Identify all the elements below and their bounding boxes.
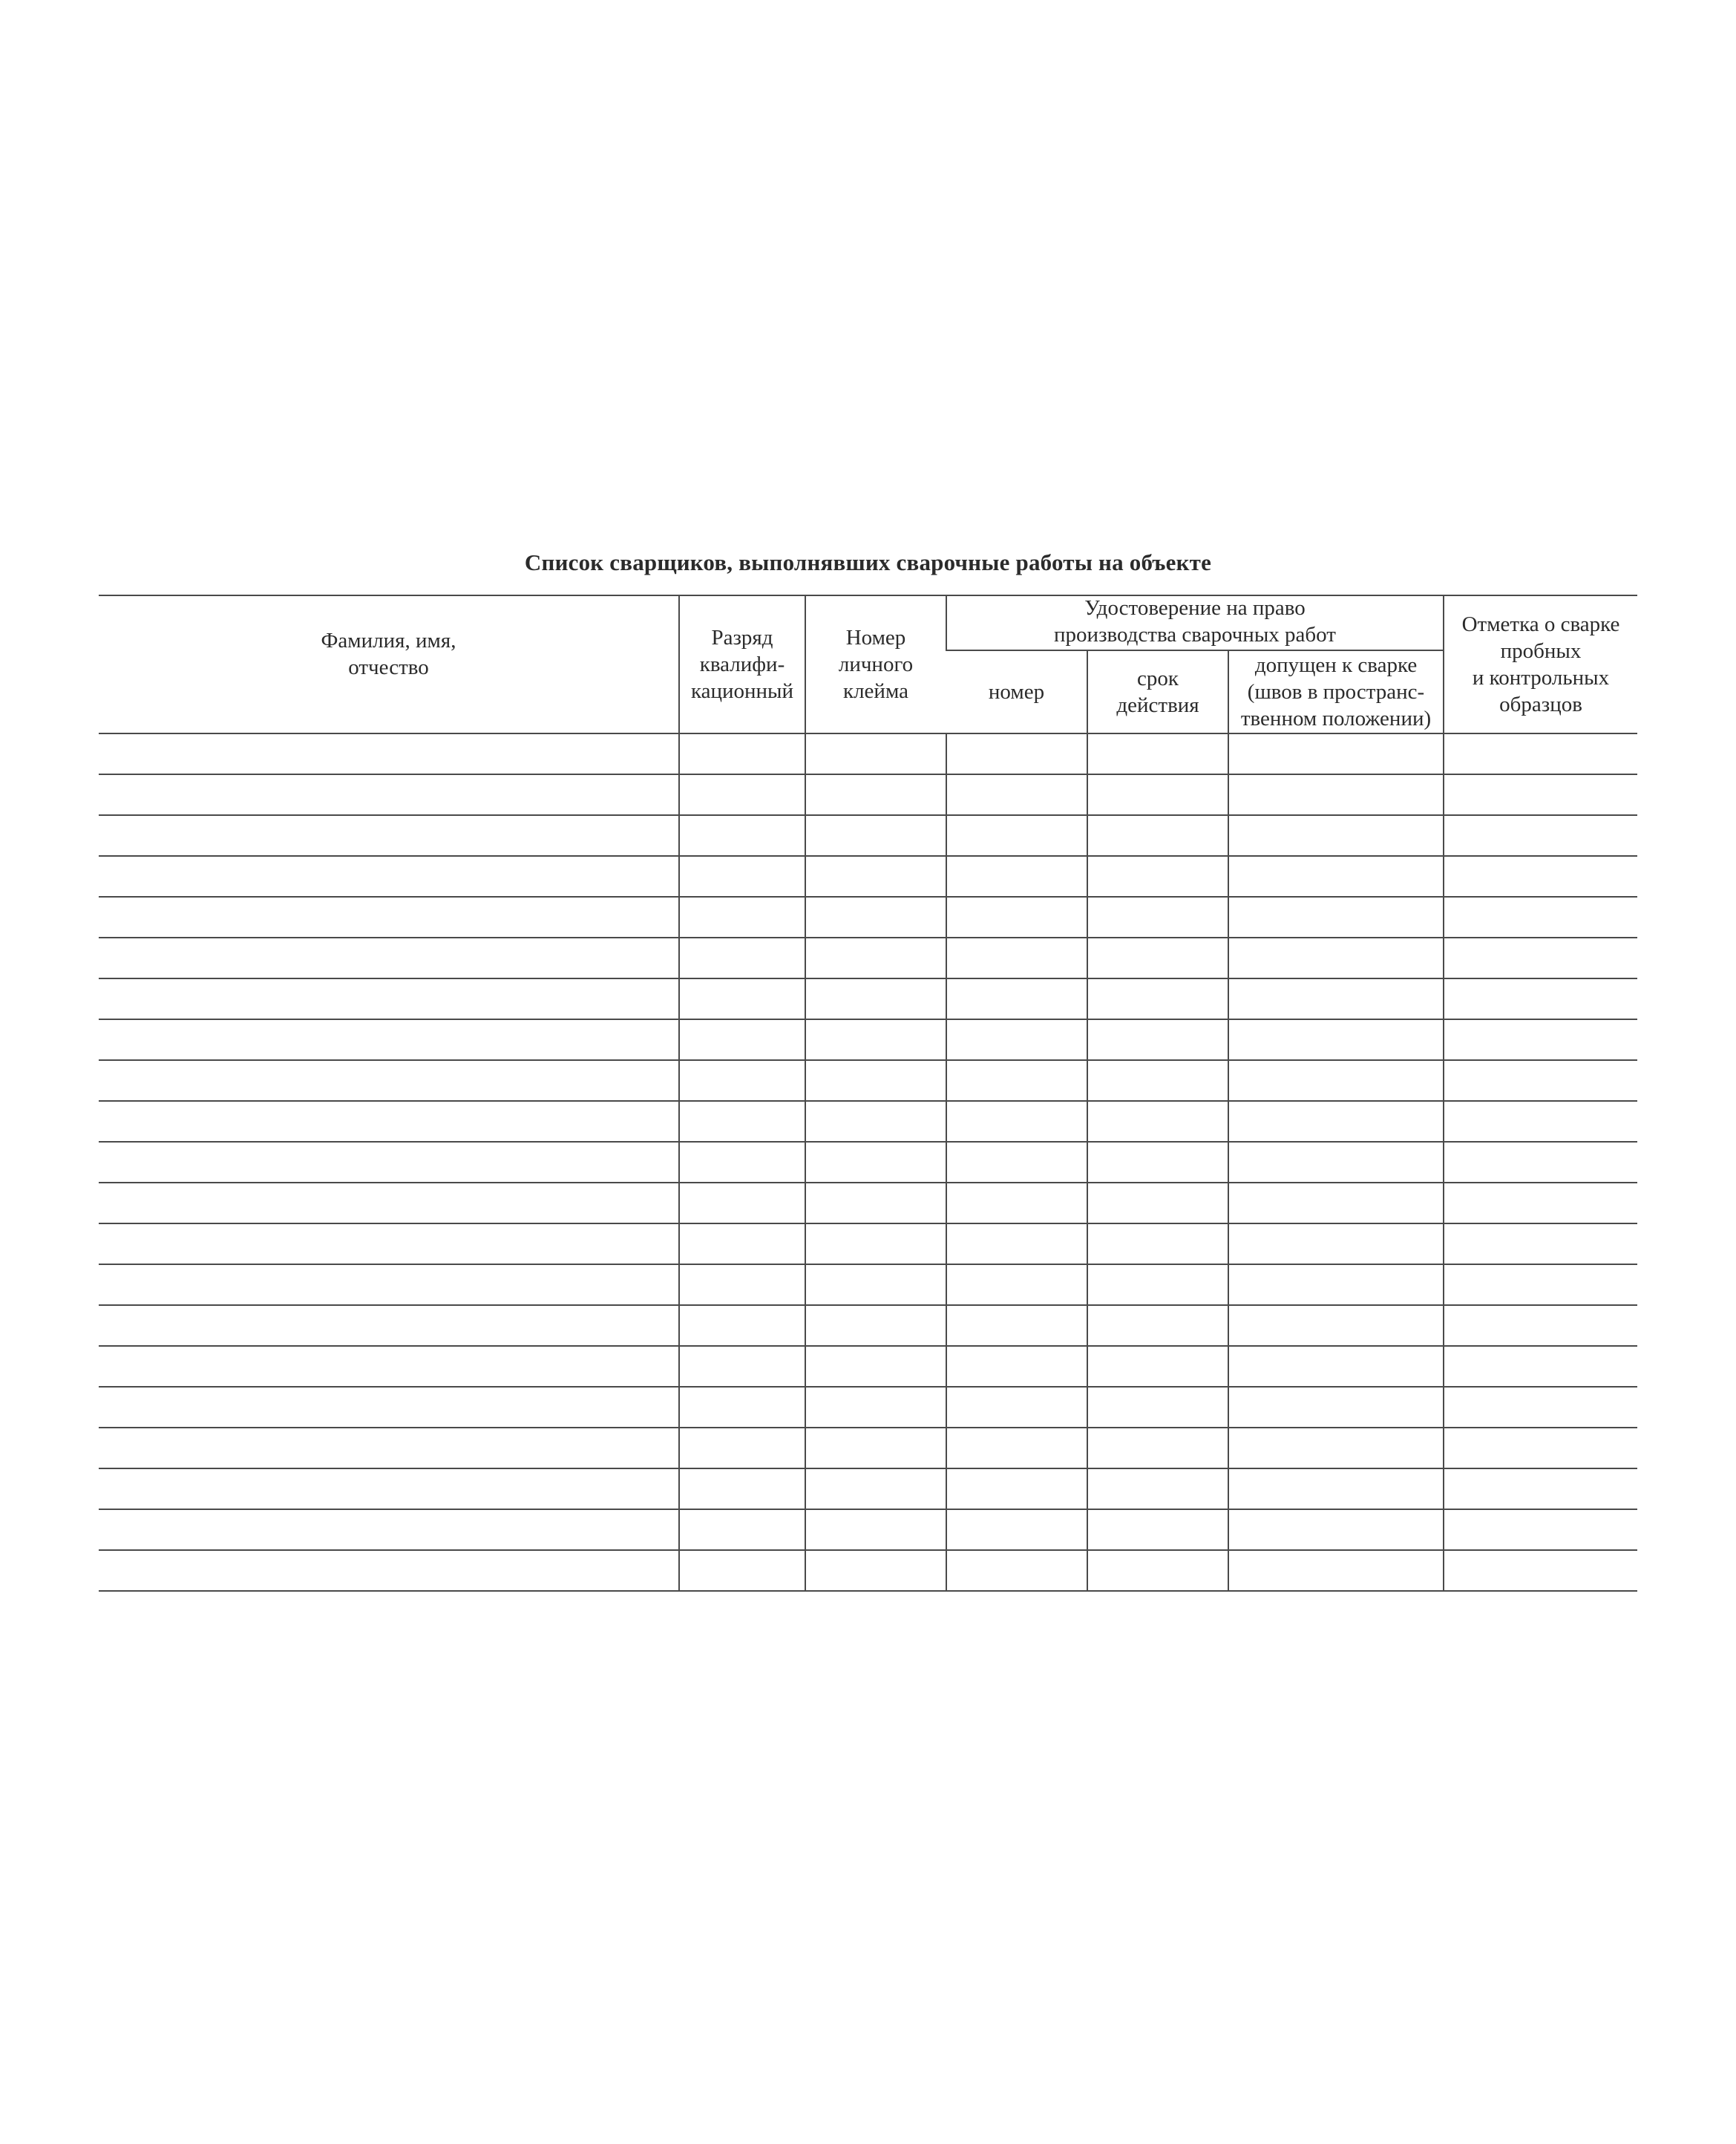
table-row xyxy=(99,1387,1637,1428)
cell-full-name xyxy=(99,856,679,897)
table-row xyxy=(99,938,1637,978)
cell-qualification-grade xyxy=(679,1264,805,1305)
cell-certificate-admitted xyxy=(1228,815,1444,856)
table-header xyxy=(99,595,1637,733)
cell-certificate-validity xyxy=(1087,978,1228,1019)
cell-full-name xyxy=(99,1264,679,1305)
cell-test-samples-mark xyxy=(1444,733,1637,774)
cell-personal-stamp-number xyxy=(805,733,946,774)
table-row xyxy=(99,1101,1637,1142)
cell-certificate-number xyxy=(946,1468,1087,1509)
cell-certificate-admitted xyxy=(1228,1223,1444,1264)
table-body xyxy=(99,733,1637,1591)
cell-qualification-grade xyxy=(679,978,805,1019)
cell-full-name xyxy=(99,1550,679,1591)
cell-certificate-validity xyxy=(1087,733,1228,774)
cell-certificate-admitted xyxy=(1228,1060,1444,1101)
cell-full-name xyxy=(99,1060,679,1101)
table-row xyxy=(99,733,1637,774)
cell-personal-stamp-number xyxy=(805,1468,946,1509)
cell-certificate-number xyxy=(946,815,1087,856)
page-title: Список сварщиков, выполнявших сварочные работы на объекте xyxy=(524,549,1212,575)
cell-certificate-validity xyxy=(1087,1101,1228,1142)
cell-test-samples-mark xyxy=(1444,1060,1637,1101)
col-header-personal-stamp-number xyxy=(805,595,946,733)
header-row-top xyxy=(99,595,1637,650)
cell-qualification-grade xyxy=(679,774,805,815)
col-header-certificate xyxy=(946,595,1444,650)
cell-qualification-grade xyxy=(679,938,805,978)
cell-full-name xyxy=(99,1223,679,1264)
cell-test-samples-mark xyxy=(1444,1223,1637,1264)
cell-full-name xyxy=(99,897,679,938)
cell-certificate-number xyxy=(946,1264,1087,1305)
cell-test-samples-mark xyxy=(1444,1183,1637,1223)
cell-qualification-grade xyxy=(679,1183,805,1223)
cell-personal-stamp-number xyxy=(805,774,946,815)
table-row xyxy=(99,1428,1637,1468)
cell-qualification-grade xyxy=(679,1346,805,1387)
cell-certificate-number xyxy=(946,1305,1087,1346)
cell-certificate-validity xyxy=(1087,1346,1228,1387)
col-header-qualification-grade xyxy=(679,595,805,733)
cell-qualification-grade xyxy=(679,897,805,938)
cell-certificate-validity xyxy=(1087,1468,1228,1509)
cell-test-samples-mark xyxy=(1444,1550,1637,1591)
cell-qualification-grade xyxy=(679,1468,805,1509)
cell-test-samples-mark xyxy=(1444,1142,1637,1183)
cell-qualification-grade xyxy=(679,856,805,897)
cell-full-name xyxy=(99,1387,679,1428)
cell-qualification-grade xyxy=(679,1305,805,1346)
col-header-certificate-number xyxy=(946,650,1087,733)
cell-certificate-validity xyxy=(1087,1223,1228,1264)
cell-certificate-admitted xyxy=(1228,1509,1444,1550)
cell-certificate-admitted xyxy=(1228,1550,1444,1591)
col-header-full-name-label: Фамилия, имя, отчество xyxy=(321,629,456,679)
col-header-certificate-validity-label: срок действия xyxy=(1116,667,1199,717)
cell-test-samples-mark xyxy=(1444,1101,1637,1142)
cell-test-samples-mark xyxy=(1444,1387,1637,1428)
cell-full-name xyxy=(99,1428,679,1468)
cell-test-samples-mark xyxy=(1444,1264,1637,1305)
cell-full-name xyxy=(99,774,679,815)
cell-personal-stamp-number xyxy=(805,1346,946,1387)
table-row xyxy=(99,856,1637,897)
col-header-certificate-admitted xyxy=(1228,650,1444,733)
cell-certificate-number xyxy=(946,1387,1087,1428)
cell-qualification-grade xyxy=(679,1019,805,1060)
cell-test-samples-mark xyxy=(1444,1509,1637,1550)
col-header-certificate-number-label: номер xyxy=(988,680,1045,704)
cell-full-name xyxy=(99,978,679,1019)
cell-certificate-admitted xyxy=(1228,1346,1444,1387)
table-row xyxy=(99,1223,1637,1264)
cell-full-name xyxy=(99,733,679,774)
cell-certificate-admitted xyxy=(1228,1264,1444,1305)
col-header-certificate-admitted-label: допущен к сварке (швов в пространс- твенном положении) xyxy=(1240,653,1432,731)
cell-certificate-validity xyxy=(1087,1509,1228,1550)
cell-personal-stamp-number xyxy=(805,1183,946,1223)
table-row xyxy=(99,1550,1637,1591)
cell-certificate-validity xyxy=(1087,938,1228,978)
cell-full-name xyxy=(99,1101,679,1142)
cell-certificate-validity xyxy=(1087,1264,1228,1305)
welders-list-table xyxy=(99,595,1637,1592)
cell-certificate-validity xyxy=(1087,1183,1228,1223)
cell-certificate-number xyxy=(946,1142,1087,1183)
cell-certificate-number xyxy=(946,978,1087,1019)
cell-personal-stamp-number xyxy=(805,978,946,1019)
cell-certificate-number xyxy=(946,1346,1087,1387)
col-header-personal-stamp-number-label: Номер личного клейма xyxy=(838,626,914,703)
table-row xyxy=(99,897,1637,938)
cell-test-samples-mark xyxy=(1444,938,1637,978)
table-row xyxy=(99,1468,1637,1509)
cell-certificate-admitted xyxy=(1228,774,1444,815)
cell-personal-stamp-number xyxy=(805,1550,946,1591)
cell-certificate-admitted xyxy=(1228,733,1444,774)
cell-personal-stamp-number xyxy=(805,1305,946,1346)
table-row xyxy=(99,1142,1637,1183)
col-header-test-samples-mark-label: Отметка о сварке пробных и контрольных образцов xyxy=(1461,612,1620,716)
cell-personal-stamp-number xyxy=(805,856,946,897)
table-row xyxy=(99,1305,1637,1346)
cell-personal-stamp-number xyxy=(805,938,946,978)
cell-certificate-admitted xyxy=(1228,1183,1444,1223)
cell-personal-stamp-number xyxy=(805,1387,946,1428)
cell-certificate-admitted xyxy=(1228,978,1444,1019)
cell-personal-stamp-number xyxy=(805,1101,946,1142)
cell-certificate-number xyxy=(946,1019,1087,1060)
cell-certificate-number xyxy=(946,774,1087,815)
cell-personal-stamp-number xyxy=(805,1264,946,1305)
cell-certificate-validity xyxy=(1087,856,1228,897)
cell-full-name xyxy=(99,1019,679,1060)
col-header-certificate-validity xyxy=(1087,650,1228,733)
cell-test-samples-mark xyxy=(1444,774,1637,815)
table-row xyxy=(99,1509,1637,1550)
cell-qualification-grade xyxy=(679,1428,805,1468)
table-row xyxy=(99,1183,1637,1223)
cell-certificate-admitted xyxy=(1228,1019,1444,1060)
cell-qualification-grade xyxy=(679,1060,805,1101)
cell-certificate-validity xyxy=(1087,1060,1228,1101)
cell-certificate-number xyxy=(946,733,1087,774)
cell-certificate-admitted xyxy=(1228,1387,1444,1428)
cell-certificate-admitted xyxy=(1228,1142,1444,1183)
cell-test-samples-mark xyxy=(1444,1428,1637,1468)
cell-personal-stamp-number xyxy=(805,1142,946,1183)
cell-qualification-grade xyxy=(679,815,805,856)
cell-certificate-number xyxy=(946,938,1087,978)
cell-qualification-grade xyxy=(679,1550,805,1591)
table-row xyxy=(99,1264,1637,1305)
cell-certificate-admitted xyxy=(1228,1101,1444,1142)
cell-certificate-number xyxy=(946,1101,1087,1142)
cell-certificate-validity xyxy=(1087,815,1228,856)
cell-full-name xyxy=(99,1509,679,1550)
table-row xyxy=(99,1060,1637,1101)
cell-test-samples-mark xyxy=(1444,856,1637,897)
col-header-qualification-grade-label: Разряд квалифи- кационный xyxy=(690,626,794,703)
cell-certificate-validity xyxy=(1087,897,1228,938)
cell-certificate-number xyxy=(946,1550,1087,1591)
cell-certificate-validity xyxy=(1087,774,1228,815)
cell-personal-stamp-number xyxy=(805,815,946,856)
cell-full-name xyxy=(99,938,679,978)
cell-certificate-number xyxy=(946,897,1087,938)
cell-test-samples-mark xyxy=(1444,1346,1637,1387)
cell-certificate-admitted xyxy=(1228,856,1444,897)
cell-certificate-admitted xyxy=(1228,938,1444,978)
cell-qualification-grade xyxy=(679,1142,805,1183)
cell-certificate-number xyxy=(946,1509,1087,1550)
cell-certificate-number xyxy=(946,1428,1087,1468)
cell-test-samples-mark xyxy=(1444,1468,1637,1509)
cell-personal-stamp-number xyxy=(805,1509,946,1550)
cell-certificate-validity xyxy=(1087,1387,1228,1428)
cell-personal-stamp-number xyxy=(805,1428,946,1468)
col-header-test-samples-mark xyxy=(1444,595,1637,733)
cell-certificate-validity xyxy=(1087,1305,1228,1346)
cell-personal-stamp-number xyxy=(805,1060,946,1101)
cell-personal-stamp-number xyxy=(805,1223,946,1264)
cell-qualification-grade xyxy=(679,1387,805,1428)
cell-personal-stamp-number xyxy=(805,1019,946,1060)
cell-full-name xyxy=(99,1305,679,1346)
cell-certificate-number xyxy=(946,1060,1087,1101)
cell-certificate-number xyxy=(946,1183,1087,1223)
cell-certificate-admitted xyxy=(1228,1305,1444,1346)
cell-certificate-validity xyxy=(1087,1019,1228,1060)
cell-certificate-validity xyxy=(1087,1142,1228,1183)
cell-qualification-grade xyxy=(679,1223,805,1264)
table-row xyxy=(99,815,1637,856)
col-header-certificate-label: Удостоверение на право производства сварочных работ xyxy=(1054,596,1336,647)
cell-qualification-grade xyxy=(679,1101,805,1142)
cell-certificate-validity xyxy=(1087,1550,1228,1591)
cell-test-samples-mark xyxy=(1444,1305,1637,1346)
cell-full-name xyxy=(99,1346,679,1387)
cell-certificate-number xyxy=(946,1223,1087,1264)
cell-full-name xyxy=(99,815,679,856)
cell-certificate-admitted xyxy=(1228,1428,1444,1468)
cell-qualification-grade xyxy=(679,733,805,774)
table-row xyxy=(99,1346,1637,1387)
cell-certificate-admitted xyxy=(1228,1468,1444,1509)
cell-qualification-grade xyxy=(679,1509,805,1550)
cell-test-samples-mark xyxy=(1444,1019,1637,1060)
table-row xyxy=(99,1019,1637,1060)
cell-full-name xyxy=(99,1183,679,1223)
cell-personal-stamp-number xyxy=(805,897,946,938)
cell-certificate-validity xyxy=(1087,1428,1228,1468)
cell-test-samples-mark xyxy=(1444,815,1637,856)
cell-certificate-admitted xyxy=(1228,897,1444,938)
cell-full-name xyxy=(99,1142,679,1183)
cell-certificate-number xyxy=(946,856,1087,897)
cell-full-name xyxy=(99,1468,679,1509)
table-row xyxy=(99,774,1637,815)
table-row xyxy=(99,978,1637,1019)
cell-test-samples-mark xyxy=(1444,978,1637,1019)
cell-test-samples-mark xyxy=(1444,897,1637,938)
col-header-full-name xyxy=(99,595,679,733)
